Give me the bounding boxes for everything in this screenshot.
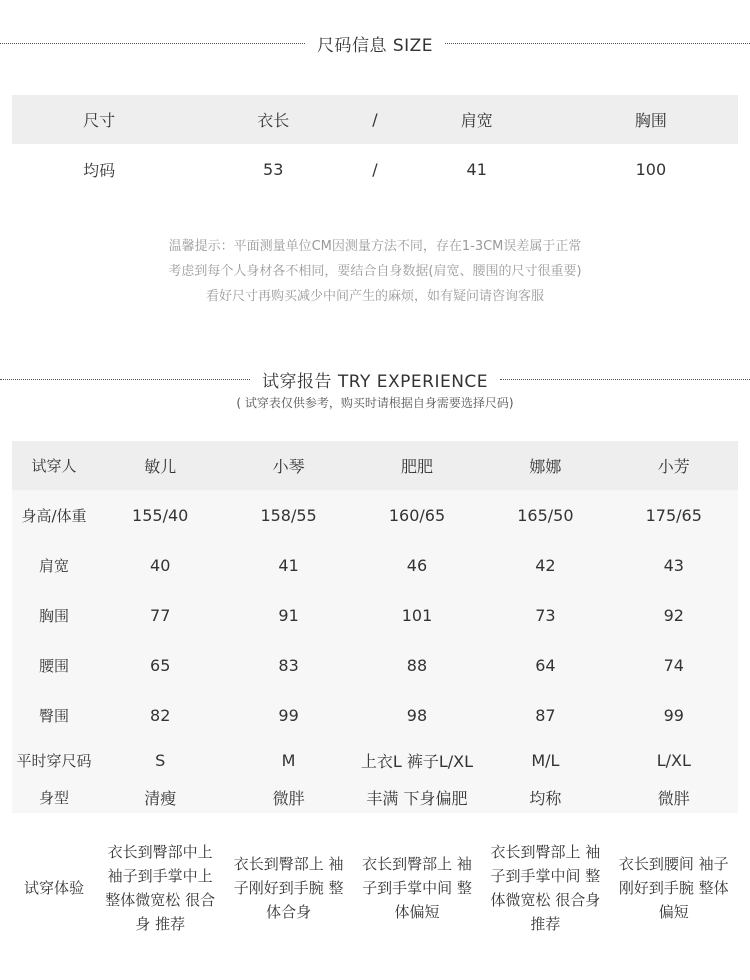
table-cell: 82 xyxy=(150,705,171,725)
size-section-header xyxy=(0,31,750,56)
table-row xyxy=(12,590,738,640)
size-header-cell: 衣长 xyxy=(186,95,360,144)
table-row xyxy=(12,740,738,781)
table-cell: 均称 xyxy=(529,788,562,808)
table-cell: 46 xyxy=(406,555,428,575)
measurement-tips xyxy=(0,234,750,309)
table-cell: 丰满 下身偏肥 xyxy=(366,788,468,808)
table-cell: 91 xyxy=(278,605,299,625)
table-row xyxy=(12,781,738,813)
table-cell: 88 xyxy=(406,655,428,675)
tester-name: 小琴 xyxy=(224,441,352,490)
table-cell: 上衣L 裤子L/XL xyxy=(360,752,474,771)
experience-text: 衣长到臀部上 袖子刚好到手腕 整体合身 xyxy=(233,855,344,921)
try-section-header xyxy=(0,367,750,392)
table-cell: 40 xyxy=(150,555,171,575)
size-cell: 53 xyxy=(263,159,284,179)
experience-cell xyxy=(353,813,481,963)
size-section-title: 尺码信息 SIZE xyxy=(316,36,434,56)
table-cell: 87 xyxy=(535,705,556,725)
size-table-header-row xyxy=(12,95,738,144)
experience-cell xyxy=(481,813,609,963)
table-cell: M/L xyxy=(531,751,560,770)
experience-text: 衣长到臀部上 袖子到手掌中间 整体微宽松 很合身 推荐 xyxy=(490,843,601,933)
experience-cell xyxy=(224,813,352,963)
table-row xyxy=(12,540,738,590)
size-cell: 100 xyxy=(635,159,667,179)
table-cell: M xyxy=(281,751,296,770)
try-section-note: ( 试穿表仅供参考，购买时请根据自身需要选择尺码) xyxy=(236,396,514,410)
table-cell: 92 xyxy=(663,605,684,625)
table-cell: 160/65 xyxy=(388,505,446,525)
row-label: 平时穿尺码 xyxy=(16,752,92,770)
try-table-header-row xyxy=(12,441,738,490)
size-header-cell: 尺寸 xyxy=(12,95,186,144)
tip-line: 温馨提示：平面测量单位CM因测量方法不同，存在1-3CM误差属于正常 xyxy=(168,239,582,254)
table-cell: 158/55 xyxy=(260,505,317,525)
try-on-table xyxy=(12,441,738,963)
table-cell: 175/65 xyxy=(645,505,702,525)
experience-cell xyxy=(610,813,738,963)
tip-line: 考虑到每个人身材各不相同，要结合自身数据(肩宽、腰围的尺寸很重要) xyxy=(168,264,582,279)
row-label: 胸围 xyxy=(38,606,69,625)
size-table xyxy=(12,95,738,194)
row-label: 肩宽 xyxy=(38,556,69,575)
table-cell: 清瘦 xyxy=(144,788,177,808)
size-header-cell: / xyxy=(360,95,389,144)
experience-row xyxy=(12,813,738,963)
size-header-cell: 肩宽 xyxy=(390,95,564,144)
size-cell: / xyxy=(372,159,378,179)
size-header-cell: 胸围 xyxy=(564,95,738,144)
size-cell: 均码 xyxy=(83,160,116,180)
row-label: 臀围 xyxy=(38,706,69,725)
table-cell: 83 xyxy=(278,655,299,675)
table-cell: 98 xyxy=(406,705,428,725)
table-cell: 65 xyxy=(150,655,171,675)
tester-name: 肥肥 xyxy=(353,441,481,490)
divider-right xyxy=(445,43,750,44)
table-cell: 99 xyxy=(278,705,299,725)
table-cell: 42 xyxy=(535,555,556,575)
table-row xyxy=(12,490,738,540)
experience-text: 衣长到腰间 袖子刚好到手腕 整体偏短 xyxy=(618,855,729,921)
table-cell: 64 xyxy=(535,655,556,675)
table-cell: 77 xyxy=(150,605,171,625)
size-table-row xyxy=(12,144,738,194)
table-cell: 165/50 xyxy=(517,505,574,525)
divider-left xyxy=(0,379,250,380)
size-cell: 41 xyxy=(466,159,487,179)
table-cell: S xyxy=(155,751,166,770)
experience-cell xyxy=(96,813,224,963)
tester-name: 敏儿 xyxy=(96,441,224,490)
table-cell: 微胖 xyxy=(657,788,690,808)
tip-line: 看好尺寸再购买减少中间产生的麻烦，如有疑问请咨询客服 xyxy=(205,289,544,304)
tester-name: 娜娜 xyxy=(481,441,609,490)
table-row xyxy=(12,640,738,690)
experience-text: 衣长到臀部中上 袖子到手掌中上 整体微宽松 很合身 推荐 xyxy=(105,843,216,933)
tester-name: 小芳 xyxy=(610,441,738,490)
row-label: 试穿体验 xyxy=(12,813,96,963)
table-cell: 99 xyxy=(663,705,684,725)
experience-text: 衣长到臀部上 袖子到手掌中间 整体偏短 xyxy=(362,855,472,921)
row-label: 身型 xyxy=(38,788,69,807)
table-cell: 74 xyxy=(663,655,684,675)
row-label: 腰围 xyxy=(38,656,69,675)
divider-left xyxy=(0,43,305,44)
row-label: 试穿人 xyxy=(12,441,96,490)
table-cell: 73 xyxy=(535,605,556,625)
row-label: 身高/体重 xyxy=(21,506,87,525)
table-cell: 155/40 xyxy=(132,505,189,525)
table-cell: 43 xyxy=(663,555,684,575)
divider-right xyxy=(500,379,750,380)
try-section-title: 试穿报告 TRY EXPERIENCE xyxy=(261,372,489,392)
table-cell: 微胖 xyxy=(272,788,305,808)
table-cell: 101 xyxy=(401,605,433,625)
table-cell: L/XL xyxy=(656,751,691,770)
table-row xyxy=(12,690,738,740)
table-cell: 41 xyxy=(278,555,299,575)
